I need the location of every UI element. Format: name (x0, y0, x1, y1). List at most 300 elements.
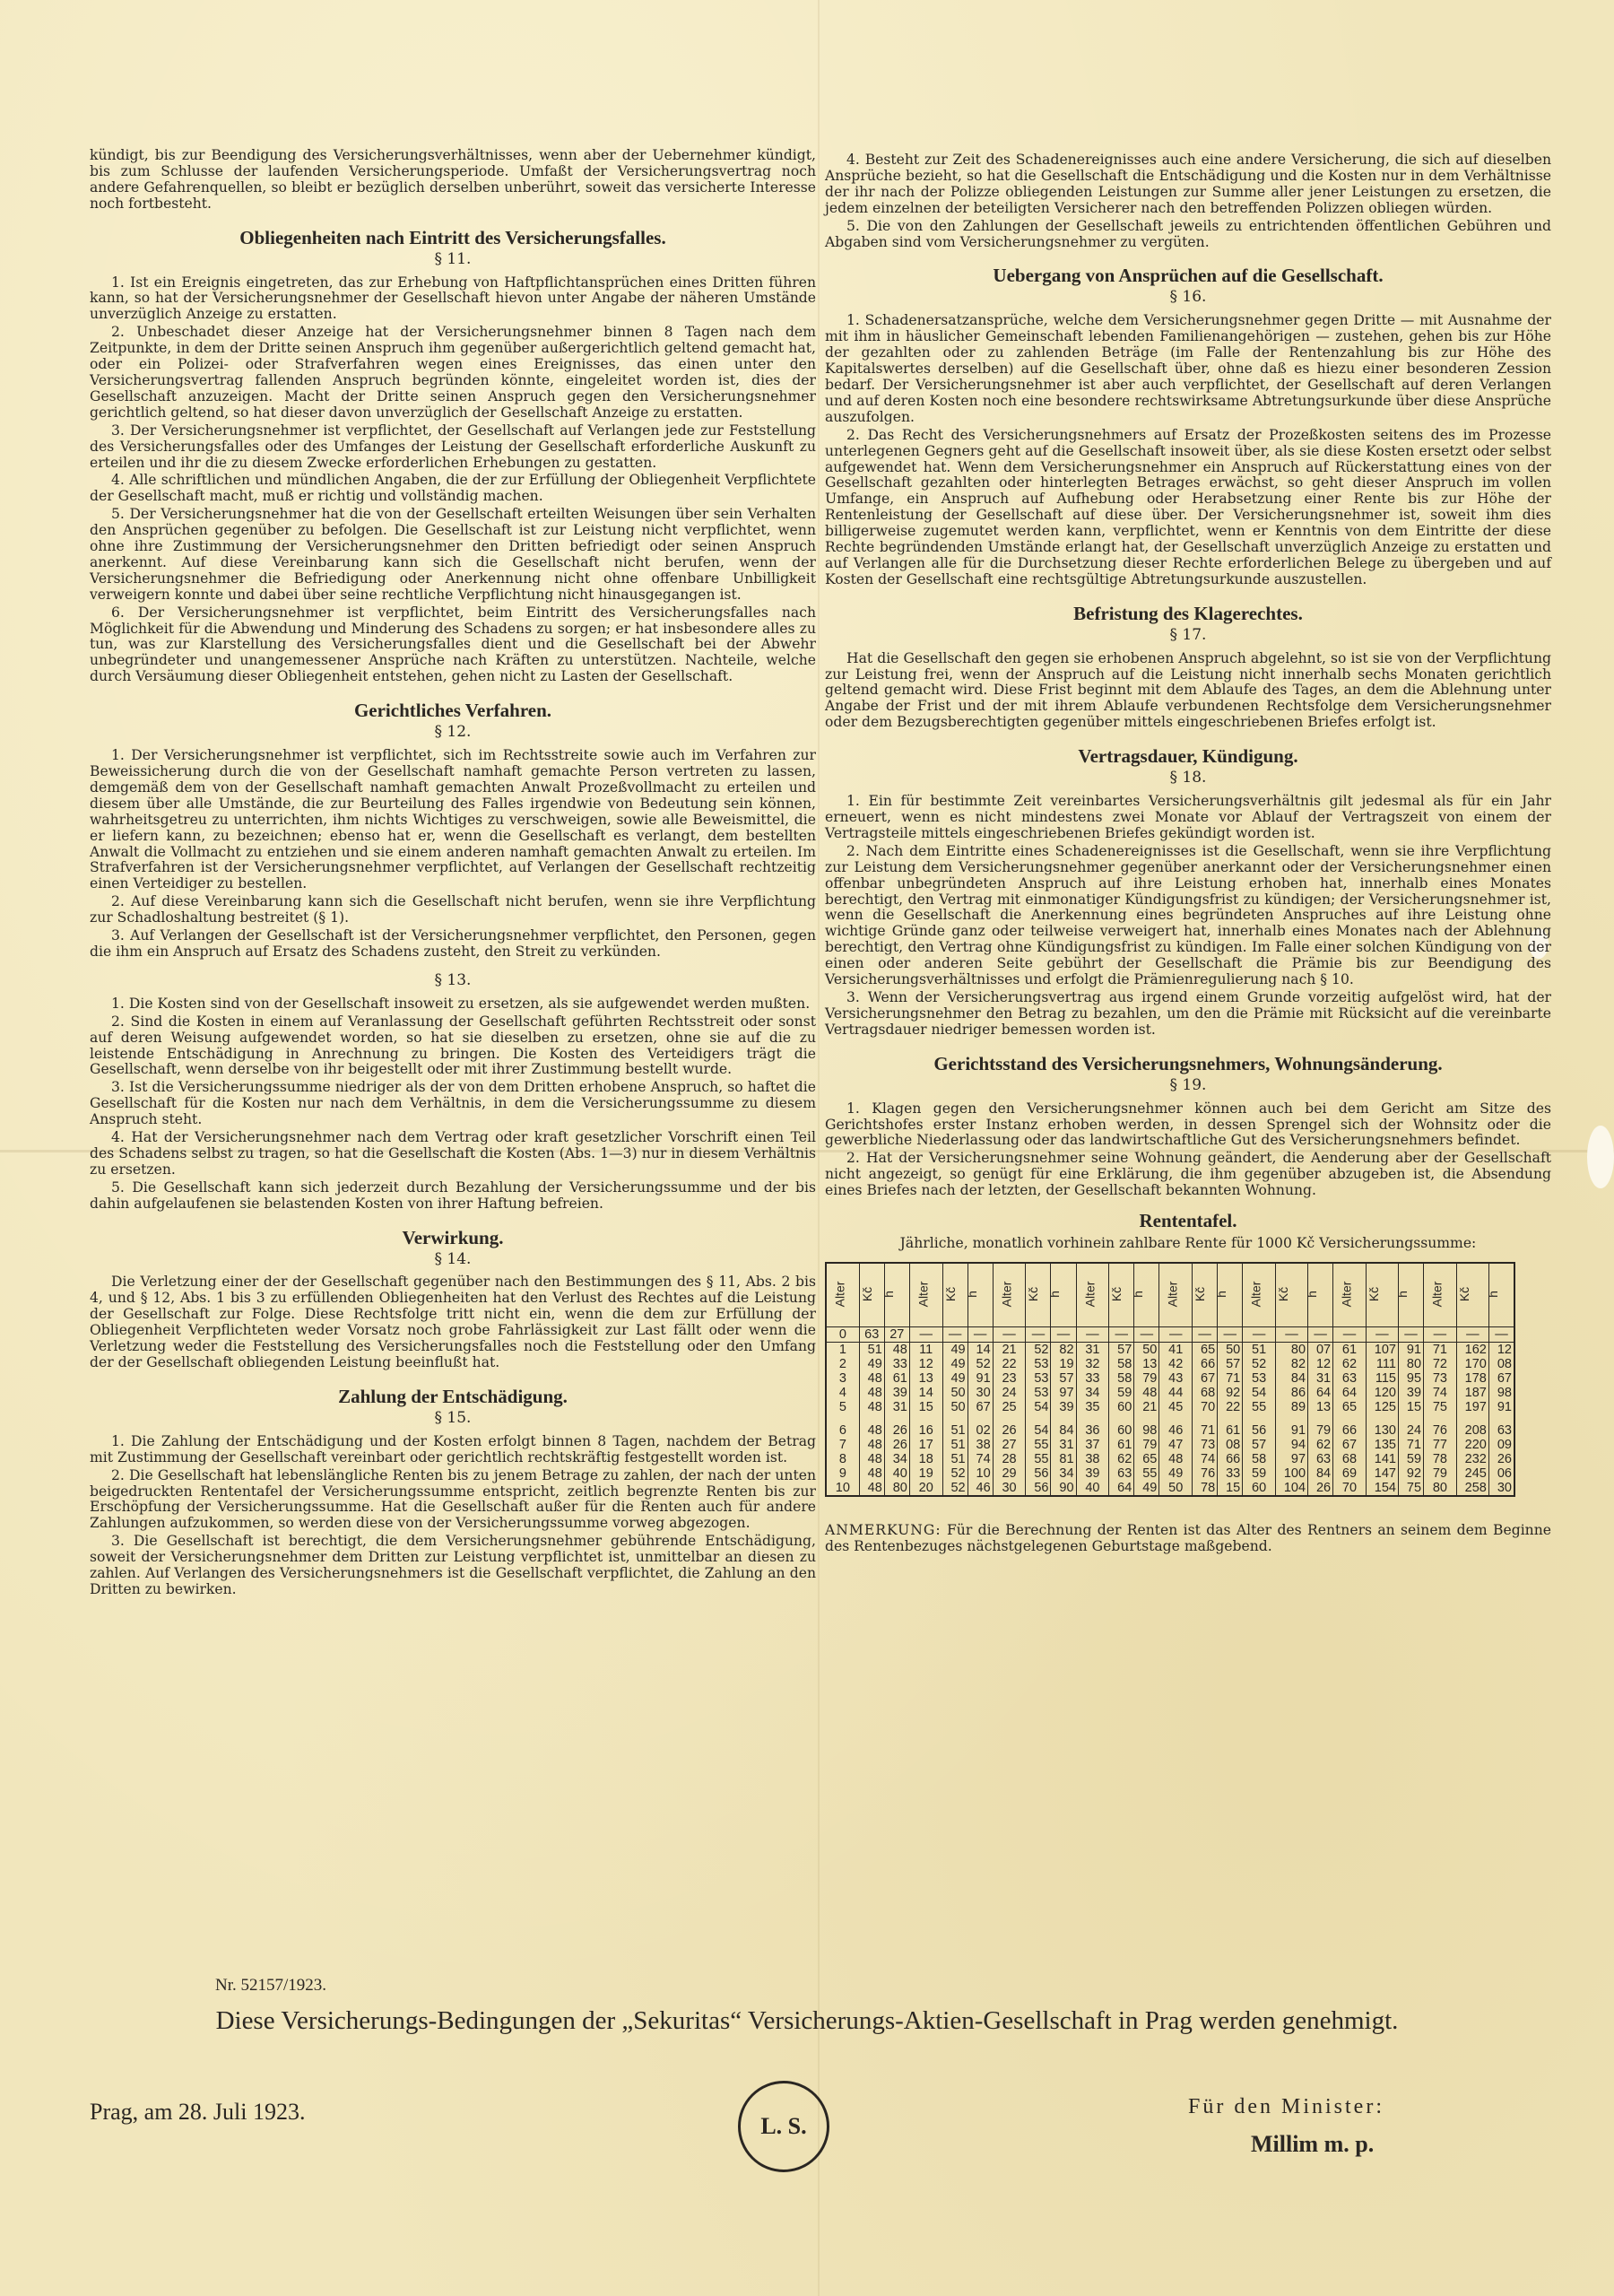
age-cell: 74 (1424, 1386, 1457, 1400)
h-cell: 08 (1488, 1357, 1514, 1371)
paragraph: 2. Hat der Versicherungsnehmer seine Wohnung geändert, die Aenderung aber der Gesellschaft nicht angezeigt, so genügt für eine Erklärung, die ihm gegenüber abzugeben ist, die Absendung eines Briefes nach der letzten, der Gesellschaft bekannten Wohnung. (825, 1150, 1551, 1199)
kc-cell: 91 (1275, 1423, 1307, 1438)
table-row (826, 1371, 1514, 1386)
kc-cell: 68 (1193, 1386, 1218, 1400)
spacer-cell (1076, 1414, 1109, 1423)
spacer-cell (1333, 1414, 1367, 1423)
h-cell: 71 (1218, 1371, 1243, 1386)
h-cell: 48 (1134, 1386, 1159, 1400)
column-header-label: Kč (1026, 1287, 1041, 1302)
paper-tear (1587, 1126, 1614, 1188)
column-header-label: h (964, 1291, 979, 1299)
age-cell: 53 (1243, 1371, 1276, 1386)
section-heading: Verwirkung. (402, 1226, 504, 1248)
age-cell: 60 (1243, 1481, 1276, 1496)
age-cell: 43 (1159, 1371, 1193, 1386)
age-cell: 3 (826, 1371, 859, 1386)
paragraph: Die Verletzung einer der der Gesellschaft gegenüber nach den Bestimmungen des § 11, Abs. 2 bis 4, und § 12, Abs. 1 bis 3 zu erfüllenden Obliegenheiten hat den Verlust des Rechtes auf die Leistung der Gesellschaft zur Folge. Diese Rechtsfolge tritt nicht ein, wenn die dem zur Erfüllung der Obliegenheit Verpflichteten weder Vorsatz noch grobe Fahrlässigkeit zur Last fällt oder wenn die Verletzung weder die Feststellung des Versicherungsfalles noch die Feststellung oder den Umfang der der Gesellschaft obliegenden Leistung beeinflußt hat. (90, 1274, 816, 1370)
kc-cell: 232 (1456, 1452, 1488, 1466)
age-cell: 13 (909, 1371, 942, 1386)
h-cell: 14 (968, 1342, 993, 1357)
column-header-label: Alter (1081, 1282, 1097, 1308)
h-cell: 79 (1308, 1423, 1333, 1438)
h-cell: 33 (1218, 1466, 1243, 1481)
age-cell: 71 (1424, 1342, 1457, 1357)
spacer-cell (993, 1414, 1026, 1423)
paragraph: 1. Ein für bestimmte Zeit vereinbartes Versicherungsverhältnis gilt jedesmal als für ein Jahr erneuert, wenn es nicht mindestens zwei Monate vor Ablauf der Vertragszeit von einem der Vertragsteile mittels eingeschriebenen Briefes gekündigt worden ist. (825, 793, 1551, 841)
h-cell: 59 (1398, 1452, 1423, 1466)
column-header-label: Alter (1339, 1282, 1354, 1308)
h-cell: 40 (884, 1466, 909, 1481)
kc-cell: — (1026, 1326, 1051, 1342)
column-header-label: h (1304, 1291, 1319, 1299)
h-cell: 84 (1308, 1466, 1333, 1481)
table-row (826, 1423, 1514, 1438)
age-cell: 25 (993, 1400, 1026, 1414)
h-cell: — (1308, 1326, 1333, 1342)
paragraph: 3. Wenn der Versicherungsvertrag aus irgend einem Grunde vorzeitig aufgelöst wird, hat der Versicherungsnehmer den Betrag zu bezahlen, um den die Prämie mit Rücksicht auf die vereinbarte Vertragsdauer niedriger bemessen worden ist. (825, 988, 1551, 1038)
paragraph: 3. Ist die Versicherungssumme niedriger als der von dem Dritten erhobene Anspruch, so haftet die Gesellschaft für die Kosten nur nach dem Verhältnis, in dem die Versicherungssumme zu diesem Anspruch steht. (90, 1079, 816, 1128)
kc-cell: 178 (1456, 1371, 1488, 1386)
paragraph: kündigt, bis zur Beendigung des Versicherungsverhältnisses, wenn aber der Uebernehmer kündigt, bis zum Schlusse der laufenden Versicherungsperiode. Umfaßt der Versicherungsvertrag noch andere Gefahrenquellen, so bleibt er bezüglich derselben unberührt, soweit das versicherte Interesse noch fortbesteht. (90, 147, 816, 212)
paragraph: 1. Die Kosten sind von der Gesellschaft insoweit zu ersetzen, als sie aufgewendet werden mußten. (111, 995, 811, 1012)
h-cell: 92 (1398, 1466, 1423, 1481)
h-cell: 26 (1488, 1452, 1514, 1466)
age-cell: 59 (1243, 1466, 1276, 1481)
age-cell: — (993, 1326, 1026, 1342)
h-cell: — (968, 1326, 993, 1342)
kc-cell: 60 (1109, 1400, 1134, 1414)
column-header-h (1394, 1263, 1423, 1327)
spacer-cell (826, 1414, 859, 1423)
kc-cell: 76 (1193, 1466, 1218, 1481)
kc-cell: — (1275, 1326, 1307, 1342)
age-cell: — (909, 1326, 942, 1342)
kc-cell: 48 (859, 1386, 884, 1400)
column-header-h (1485, 1263, 1514, 1327)
age-cell: 69 (1333, 1466, 1367, 1481)
age-cell: 37 (1076, 1438, 1109, 1452)
h-cell: 75 (1398, 1481, 1423, 1496)
h-cell: 38 (968, 1438, 993, 1452)
column-header-label: h (1047, 1291, 1063, 1299)
age-cell: 61 (1333, 1342, 1367, 1357)
age-cell: 28 (993, 1452, 1026, 1466)
h-cell: 95 (1398, 1371, 1423, 1386)
section-heading: Befristung des Klagerechtes. (1073, 602, 1303, 624)
kc-cell: 125 (1366, 1400, 1398, 1414)
paragraph: 4. Hat der Versicherungsnehmer nach dem Vertrag oder kraft gesetzlicher Vorschrift einen Teil des Schadens selbst zu tragen, so hat die Gesellschaft die Kosten (Abs. 1—3) nur in diesem Verhältnis zu ersetzen. (90, 1129, 816, 1178)
kc-cell: 49 (942, 1342, 968, 1357)
table-body (826, 1326, 1514, 1496)
h-cell: — (1488, 1326, 1514, 1342)
age-cell: 11 (909, 1342, 942, 1357)
h-cell: 06 (1488, 1466, 1514, 1481)
spacer-cell (859, 1414, 884, 1423)
paragraph: Hat die Gesellschaft den gegen sie erhobenen Anspruch abgelehnt, so ist sie von der Verpflichtung zur Leistung frei, wenn der Anspruch auf die Leistung nicht innerhalb sechs Monaten gerichtlich geltend gemacht wird. Diese Frist beginnt mit dem Ablaufe des Tages, an dem die Ablehnung unter Angabe der Frist und der mit ihrem Ablaufe verbundenen Rechtsfolge dem Versicherungsnehmer oder dem Bezugsberechtigten gegenüber mittels eingeschriebenen Briefes erfolgt ist. (825, 649, 1551, 731)
spacer-cell (1051, 1414, 1076, 1423)
age-cell: 58 (1243, 1452, 1276, 1466)
age-cell: 6 (826, 1423, 859, 1438)
age-cell: — (1159, 1326, 1193, 1342)
kc-cell: 62 (1109, 1452, 1134, 1466)
spacer-cell (1109, 1414, 1134, 1423)
column-header-alter (909, 1263, 942, 1327)
h-cell: 65 (1134, 1452, 1159, 1466)
signature: Millim m. p. (1251, 2131, 1375, 2157)
age-cell: 14 (909, 1386, 942, 1400)
column-header-alter (1333, 1263, 1367, 1327)
age-cell: 72 (1424, 1357, 1457, 1371)
spacer-cell (1159, 1414, 1193, 1423)
kc-cell: 48 (859, 1423, 884, 1438)
age-cell: 29 (993, 1466, 1026, 1481)
h-cell: 91 (1488, 1400, 1514, 1414)
kc-cell: 107 (1366, 1342, 1398, 1357)
kc-cell: 54 (1026, 1400, 1051, 1414)
kc-cell: 197 (1456, 1400, 1488, 1414)
h-cell: 31 (884, 1400, 909, 1414)
age-cell: 42 (1159, 1357, 1193, 1371)
kc-cell: 52 (1026, 1342, 1051, 1357)
age-cell: 1 (826, 1342, 859, 1357)
kc-cell: 73 (1193, 1438, 1218, 1452)
h-cell: 97 (1051, 1386, 1076, 1400)
age-cell: 21 (993, 1342, 1026, 1357)
kc-cell: 130 (1366, 1423, 1398, 1438)
kc-cell: — (1109, 1326, 1134, 1342)
age-cell: 52 (1243, 1357, 1276, 1371)
h-cell: 07 (1308, 1342, 1333, 1357)
age-cell: 46 (1159, 1423, 1193, 1438)
h-cell: 08 (1218, 1438, 1243, 1452)
h-cell: 66 (1218, 1452, 1243, 1466)
h-cell: — (1051, 1326, 1076, 1342)
kc-cell: 48 (859, 1481, 884, 1496)
table-row (826, 1481, 1514, 1496)
kc-cell: 220 (1456, 1438, 1488, 1452)
kc-cell: 56 (1026, 1466, 1051, 1481)
rententafel-title: Rententafel. (1139, 1210, 1237, 1232)
kc-cell: 49 (859, 1357, 884, 1371)
rententafel-table (825, 1262, 1515, 1497)
h-cell: 98 (1488, 1386, 1514, 1400)
spacer-cell (968, 1414, 993, 1423)
paragraph: 3. Die Gesellschaft ist berechtigt, die dem Versicherungsnehmer gebührende Entschädigung, soweit der Versicherungsnehmer dem Dritten zur Leistung verpflichtet ist, unmittelbar an diesen zu zahlen. Auf Verlangen des Versicherungsnehmers ist die Gesellschaft verpflichtet, die Zahlung an den Dritten zu bewirken. (90, 1533, 816, 1597)
kc-cell: 58 (1109, 1357, 1134, 1371)
seal-stamp (738, 2081, 829, 2172)
column-header-label: Kč (942, 1287, 958, 1302)
h-cell: 33 (884, 1357, 909, 1371)
age-cell: 67 (1333, 1438, 1367, 1452)
column-header-label: Kč (1456, 1287, 1471, 1302)
age-cell: 9 (826, 1466, 859, 1481)
age-cell: 41 (1159, 1342, 1193, 1357)
age-cell: 17 (909, 1438, 942, 1452)
column-header-label: Kč (1193, 1287, 1208, 1302)
h-cell: 39 (1398, 1386, 1423, 1400)
section-heading: Gerichtsstand des Versicherungsnehmers, Wohnungsänderung. (933, 1052, 1443, 1074)
age-cell: 63 (1333, 1371, 1367, 1386)
age-cell: 47 (1159, 1438, 1193, 1452)
age-cell: 45 (1159, 1400, 1193, 1414)
kc-cell: 58 (1109, 1371, 1134, 1386)
kc-cell: 54 (1026, 1423, 1051, 1438)
kc-cell: 48 (859, 1371, 884, 1386)
paragraph: 2. Auf diese Vereinbarung kann sich die Gesellschaft nicht berufen, wenn sie ihre Verpflichtung zur Schadloshaltung bestreitet (§ 1). (90, 893, 816, 926)
section-heading: Uebergang von Ansprüchen auf die Gesellschaft. (993, 265, 1384, 287)
fold-line-vertical (818, 0, 820, 2296)
kc-cell: 59 (1109, 1386, 1134, 1400)
h-cell: 61 (884, 1371, 909, 1386)
column-header-h (1131, 1263, 1159, 1327)
spacer-cell (1026, 1414, 1051, 1423)
kc-cell: 170 (1456, 1357, 1488, 1371)
section-number: § 14. (434, 1249, 472, 1268)
h-cell: 34 (884, 1452, 909, 1466)
kc-cell: 120 (1366, 1386, 1398, 1400)
age-cell: 12 (909, 1357, 942, 1371)
h-cell: 13 (1134, 1357, 1159, 1371)
table-row (826, 1326, 1514, 1342)
paragraph: 2. Sind die Kosten in einem auf Veranlassung der Gesellschaft geführten Rechtsstreit oder sonst auf deren Weisung aufgewendet worden, so hat sie dieselben zu ersetzen, ohne sie auf die zu leistende Entschädigung in Anrechnung zu bringen. Die Kosten des Verteidigers trägt die Gesellschaft, wenn derselbe von ihr beigestellt oder mit ihrer Zustimmung bestellt wurde. (90, 1013, 816, 1078)
h-cell: 26 (884, 1423, 909, 1438)
kc-cell: 70 (1193, 1400, 1218, 1414)
spacer-cell (1134, 1414, 1159, 1423)
kc-cell: 56 (1026, 1481, 1051, 1496)
h-cell: 50 (1218, 1342, 1243, 1357)
age-cell: 33 (1076, 1371, 1109, 1386)
age-cell: — (1076, 1326, 1109, 1342)
column-header-label: h (1394, 1291, 1410, 1299)
h-cell: 63 (1488, 1423, 1514, 1438)
left-column (90, 148, 816, 1600)
kc-cell: 51 (942, 1423, 968, 1438)
h-cell: 13 (1308, 1400, 1333, 1414)
section-heading: Zahlung der Entschädigung. (338, 1385, 568, 1407)
h-cell: 46 (968, 1481, 993, 1496)
h-cell: 61 (1218, 1423, 1243, 1438)
column-header-h (1304, 1263, 1333, 1327)
h-cell: 21 (1134, 1400, 1159, 1414)
kc-cell: 162 (1456, 1342, 1488, 1357)
column-header-label: Alter (1165, 1282, 1180, 1308)
column-header-alter (1159, 1263, 1193, 1327)
h-cell: 30 (1488, 1481, 1514, 1496)
age-cell: 15 (909, 1400, 942, 1414)
age-cell: 66 (1333, 1423, 1367, 1438)
age-cell: — (1243, 1326, 1276, 1342)
h-cell: 63 (1308, 1452, 1333, 1466)
age-cell: 7 (826, 1438, 859, 1452)
h-cell: 81 (1051, 1452, 1076, 1466)
age-cell: — (1424, 1326, 1457, 1342)
spacer-cell (1275, 1414, 1307, 1423)
age-cell: 5 (826, 1400, 859, 1414)
kc-cell: 55 (1026, 1438, 1051, 1452)
column-header-label: Kč (1367, 1287, 1382, 1302)
h-cell: 30 (968, 1386, 993, 1400)
age-cell: 73 (1424, 1371, 1457, 1386)
age-cell: 77 (1424, 1438, 1457, 1452)
h-cell: 91 (968, 1371, 993, 1386)
kc-cell: 50 (942, 1400, 968, 1414)
kc-cell: 52 (942, 1481, 968, 1496)
age-cell: 31 (1076, 1342, 1109, 1357)
kc-cell: 94 (1275, 1438, 1307, 1452)
kc-cell: 65 (1193, 1342, 1218, 1357)
h-cell: 15 (1398, 1400, 1423, 1414)
column-header-label: Kč (859, 1287, 874, 1302)
kc-cell: 258 (1456, 1481, 1488, 1496)
age-cell: 35 (1076, 1400, 1109, 1414)
spacer-cell (1218, 1414, 1243, 1423)
anmerkung-text: Für die Berechnung der Renten ist das Alter des Rentners an seinem dem Beginne des Rentenbezuges nächstgelegenen Geburtstage maßgebend. (825, 1521, 1551, 1554)
paragraph: 1. Klagen gegen den Versicherungsnehmer können auch bei dem Gericht am Sitze des Gerichtshofes erster Instanz erhoben werden, in dessen Sprengel sich der Wohnsitz oder die gewerbliche Niederlassung oder das landwirtschaftliche Gut des Versicherungsnehmers befindet. (825, 1100, 1551, 1149)
kc-cell: 78 (1193, 1481, 1218, 1496)
kc-cell: 48 (859, 1466, 884, 1481)
kc-cell: 82 (1275, 1357, 1307, 1371)
h-cell: 57 (1218, 1357, 1243, 1371)
age-cell: 65 (1333, 1400, 1367, 1414)
h-cell: 26 (1308, 1481, 1333, 1496)
paragraph: 1. Die Zahlung der Entschädigung und der Kosten erfolgt binnen 8 Tagen, nachdem der Betrag mit Zustimmung der Gesellschaft vereinbart oder gerichtlich rechtskräftig festgestellt worden ist. (90, 1432, 816, 1465)
age-cell: 20 (909, 1481, 942, 1496)
section-heading: Obliegenheiten nach Eintritt des Versicherungsfalles. (239, 226, 666, 248)
paragraph: 4. Besteht zur Zeit des Schadenereignisses auch eine andere Versicherung, die sich auf dieselben Ansprüche bezieht, so hat die Gesellschaft die Entschädigung und die Kosten nur in dem Verhältnisse der ihr nach der Polizze obliegenden Leistungen zur Summe aller jener Leistungen zu ersetzen, die jedem einzelnen der beteiligten Versicherer nach den betreffenden Polizzen obliegen würden. (825, 152, 1551, 216)
h-cell: 79 (1134, 1371, 1159, 1386)
age-cell: 19 (909, 1466, 942, 1481)
section-number: § 16. (1169, 288, 1207, 307)
h-cell: — (1134, 1326, 1159, 1342)
kc-cell: 67 (1193, 1371, 1218, 1386)
kc-cell: — (1193, 1326, 1218, 1342)
h-cell: 80 (884, 1481, 909, 1496)
column-header-label: h (1485, 1291, 1500, 1299)
h-cell: 74 (968, 1452, 993, 1466)
spacer-cell (1488, 1414, 1514, 1423)
place-date: Prag, am 28. Juli 1923. (90, 2099, 306, 2125)
table-row (826, 1357, 1514, 1371)
kc-cell: 55 (1026, 1452, 1051, 1466)
column-header-label: h (1131, 1291, 1146, 1299)
spacer-cell (1424, 1414, 1457, 1423)
h-cell: 10 (968, 1466, 993, 1481)
h-cell: 27 (884, 1326, 909, 1342)
section-number: § 18. (1169, 769, 1207, 787)
kc-cell: 111 (1366, 1357, 1398, 1371)
kc-cell: 86 (1275, 1386, 1307, 1400)
age-cell: 0 (826, 1326, 859, 1342)
section-number: § 12. (434, 723, 472, 742)
h-cell: 79 (1134, 1438, 1159, 1452)
kc-cell: 53 (1026, 1371, 1051, 1386)
h-cell: — (1218, 1326, 1243, 1342)
age-cell: 4 (826, 1386, 859, 1400)
kc-cell: 80 (1275, 1342, 1307, 1357)
spacer-cell (884, 1414, 909, 1423)
column-header-label: Alter (832, 1282, 847, 1308)
age-cell: 24 (993, 1386, 1026, 1400)
age-cell: 30 (993, 1481, 1026, 1496)
column-header-h (881, 1263, 909, 1327)
kc-cell: 48 (859, 1400, 884, 1414)
age-cell: 80 (1424, 1481, 1457, 1496)
age-cell: 54 (1243, 1386, 1276, 1400)
paragraph: 3. Auf Verlangen der Gesellschaft ist der Versicherungsnehmer verpflichtet, den Personen, gegen die ihm ein Anspruch auf Ersatz des Schadens zusteht, den Streit zu verkünden. (90, 927, 816, 960)
paragraph: 5. Der Versicherungsnehmer hat die von der Gesellschaft erteilten Weisungen über sein Verhalten den Ansprüchen gegenüber zu befolgen. Die Gesellschaft ist zur Leistung nicht verpflichtet, wenn ohne ihre Zustimmung der Versicherungsnehmer den Dritten befriedigt oder seinen Anspruch anerkennt. Auf diese Vereinbarung kann sich die Gesellschaft nicht berufen, wenn der Versicherungsnehmer die Befriedigung oder Anerkennung nicht ohne offenbare Unbilligkeit verweigern konnte und dabei über seine rechtliche Verpflichtung nicht hinausgegangen ist. (90, 506, 816, 603)
age-cell: 48 (1159, 1452, 1193, 1466)
kc-cell: 51 (942, 1438, 968, 1452)
section-number: § 15. (434, 1408, 472, 1427)
column-header-label: Alter (915, 1282, 931, 1308)
paragraph: 6. Der Versicherungsnehmer ist verpflichtet, beim Eintritt des Versicherungsfalles nach Möglichkeit für die Abwendung und Minderung des Schadens zu sorgen; er hat insbesondere alles zu tun, was zur Klarstellung des Versicherungsfalles dient und die Gesellschaft bei der Abwehr unbegründeter und unangemessener Ansprüche nach Kräften zu unterstützen. Nachteile, welche durch Versäumung dieser Obliegenheit entstehen, gehen nicht zu Lasten der Gesellschaft. (90, 604, 816, 685)
section-number: § 19. (1169, 1075, 1207, 1094)
column-header-kc (1456, 1263, 1488, 1327)
h-cell: 64 (1308, 1386, 1333, 1400)
paragraph: 2. Das Recht des Versicherungsnehmers auf Ersatz der Prozeßkosten seitens des im Prozesse unterlegenen Gegners geht auf die Gesellschaft insoweit über, als sie diese Kosten ersetzt oder selbst aufgewendet hat. Wenn dem Versicherungsnehmer ein Anspruch auf Rückerstattung eines von der Gesellschaft gezahlten oder hinterlegten Betrages erwächst, so geht dieser Anspruch im vollen Umfange, ein Anspruch auf Aufhebung oder Herabsetzung einer Rente bis zur Höhe der Rentenleistung der Gesellschaft auf diese über. Der Versicherungsnehmer ist, soweit ihm dies billigerweise zugemutet werden kann, verpflichtet, wenn er Kenntnis von dem Eintritte der diese Rechte begründenden Umstände erlangt hat, der Gesellschaft unverzüglich Anzeige zu erstatten und auf Verlangen alle für die Durchsetzung dieser Rechte erforderlichen Belege zu übergeben und auf Kosten der Gesellschaft eine rechtsgültige Abtretungsurkunde auszustellen. (825, 426, 1551, 587)
column-header-alter (1076, 1263, 1109, 1327)
h-cell: 22 (1218, 1400, 1243, 1414)
h-cell: 34 (1051, 1466, 1076, 1481)
kc-cell: 48 (859, 1452, 884, 1466)
spacer-cell (1243, 1414, 1276, 1423)
age-cell: 8 (826, 1452, 859, 1466)
kc-cell: 63 (1109, 1466, 1134, 1481)
h-cell: 55 (1134, 1466, 1159, 1481)
kc-cell: 63 (859, 1326, 884, 1342)
kc-cell: 135 (1366, 1438, 1398, 1452)
age-cell: 75 (1424, 1400, 1457, 1414)
column-header-label: Kč (1276, 1287, 1291, 1302)
age-cell: 79 (1424, 1466, 1457, 1481)
age-cell: 10 (826, 1481, 859, 1496)
kc-cell: 60 (1109, 1423, 1134, 1438)
kc-cell: 57 (1109, 1342, 1134, 1357)
spacer-cell (909, 1414, 942, 1423)
approval-number: Nr. 52157/1923. (215, 1976, 327, 1995)
section-heading: Vertragsdauer, Kündigung. (1078, 745, 1298, 768)
column-header-h (1214, 1263, 1243, 1327)
column-header-kc (1275, 1263, 1307, 1327)
table-header-row (826, 1263, 1514, 1327)
paragraph: 2. Nach dem Eintritte eines Schadenereignisses ist die Gesellschaft, wenn sie ihre Verpflichtung zur Leistung dem Versicherungsnehmer gegenüber anerkannt oder der Versicherungsnehmer einen offenbar unbegründeten Anspruch auf ihre Leistung erhoben hat, innerhalb eines Monates berechtigt, den Vertrag mit einmonatiger Kündigungsfrist zu kündigen; der Versicherungsnehmer ist, wenn die Gesellschaft die Anerkennung eines begründeten Anspruches auf ihre Leistung ohne wichtige Gründe ganz oder teilweise verweigert hat, innerhalb eines Monates nach der Ablehnung berechtigt, den Vertrag ohne Kündigungsfrist zu kündigen. Im Falle einer solchen Kündigung von der einen oder anderen Seite gebührt der Gesellschaft die Prämie bis zur Beendigung des Versicherungsverhältnisses und erfolgt die Prämienregulierung nach § 10. (825, 842, 1551, 988)
age-cell: 51 (1243, 1342, 1276, 1357)
h-cell: 82 (1051, 1342, 1076, 1357)
age-cell: 32 (1076, 1357, 1109, 1371)
kc-cell: 97 (1275, 1452, 1307, 1466)
h-cell: 71 (1398, 1438, 1423, 1452)
spacer-cell (942, 1414, 968, 1423)
age-cell: 49 (1159, 1466, 1193, 1481)
h-cell: — (1398, 1326, 1423, 1342)
kc-cell: 50 (942, 1386, 968, 1400)
h-cell: 26 (884, 1438, 909, 1452)
column-header-label: Alter (1429, 1282, 1445, 1308)
kc-cell: 84 (1275, 1371, 1307, 1386)
kc-cell: 51 (859, 1342, 884, 1357)
kc-cell: 51 (942, 1452, 968, 1466)
kc-cell: 208 (1456, 1423, 1488, 1438)
h-cell: 39 (884, 1386, 909, 1400)
age-cell: 26 (993, 1423, 1026, 1438)
paragraph: 1. Schadenersatzansprüche, welche dem Versicherungsnehmer gegen Dritte — mit Ausnahme der mit ihm in häuslicher Gemeinschaft lebenden Familienangehörigen — zustehen, gehen bis zur Höhe der gezahlten oder zu zahlenden Beträge (im Falle der Rentenzahlung bis zur Höhe des Kapitalswertes derselben) auf die Gesellschaft über, ohne daß es hiezu einer besonderen Zession bedarf. Der Versicherungsnehmer ist aber auch verpflichtet, der Gesellschaft auf deren Verlangen und auf deren Kosten noch eine besondere rechtswirksame Abtretungsurkunde über diese Ansprüche auszufolgen. (825, 312, 1551, 425)
age-cell: 62 (1333, 1357, 1367, 1371)
table-row (826, 1400, 1514, 1414)
h-cell: 12 (1308, 1357, 1333, 1371)
column-header-h (964, 1263, 993, 1327)
kc-cell: 71 (1193, 1423, 1218, 1438)
